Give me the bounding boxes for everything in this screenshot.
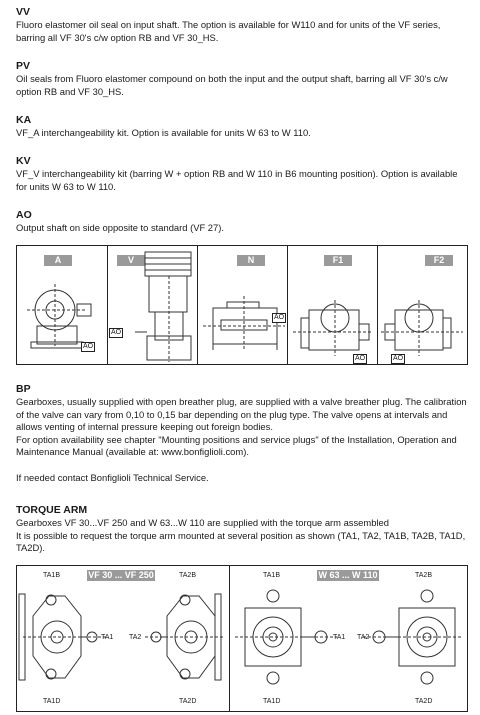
label-ta2d: TA2D [415, 698, 433, 705]
section-text: Gearboxes VF 30...VF 250 and W 63...W 110 are supplied with the torque arm assembled [16, 517, 389, 528]
label-ta2b: TA2B [179, 572, 196, 579]
ao-tag: AO [355, 355, 366, 362]
section-vv [16, 6, 468, 44]
section-kv [16, 155, 468, 193]
label-ta2d: TA2D [179, 698, 197, 705]
section-text: Fluoro elastomer oil seal on input shaft. The option is available for W110 and for units of the VF series, barring all VF 30's c/w option RB and VF 30_HS. [16, 19, 441, 43]
label-ta1d: TA1D [263, 698, 281, 705]
torque-arm-drawings [17, 566, 467, 711]
label-ta1b: TA1B [263, 572, 280, 579]
section-text: Oil seals from Fluoro elastomer compound on both the input and the output shaft, barring all VF 30's c/w option RB and VF 30_HS. [16, 73, 448, 97]
section-torque-arm [16, 504, 468, 555]
panel-a [17, 246, 107, 364]
section-text: Gearboxes, usually supplied with open breather plug, are supplied with a valve breather plug. The calibration of the valve can vary from 0,10 to 0,15 bar depending on the plug type. The valve opens at intervals and allows venting of internal pressure keeping out foreign bodies. [16, 396, 467, 433]
section-text: Output shaft on side opposite to standard (VF 27). [16, 222, 224, 233]
section-text: It is possible to request the torque arm mounted at several position as shown (TA1, TA2, TA1B, TA2B, TA1D, TA2D). [16, 529, 466, 554]
panel-f1 [287, 246, 377, 364]
panel-badge: F2 [425, 255, 453, 266]
ao-tag: AO [111, 329, 122, 336]
section-text: If needed contact Bonfiglioli Technical Service. [16, 471, 209, 483]
section-pv [16, 60, 468, 98]
panel-v [107, 246, 197, 364]
section-ka [16, 114, 468, 140]
section-ao [16, 209, 468, 235]
gearbox-drawing-n [197, 246, 287, 364]
panel-f2 [377, 246, 467, 364]
panel-badge: F1 [324, 255, 352, 266]
section-text: VF_V interchangeability kit (barring W + option RB and W 110 in B6 mounting position). Option is available for units W 63 to W 110. [16, 168, 458, 192]
section-title: VV [16, 6, 31, 18]
label-ta1: TA1 [101, 634, 114, 641]
section-title: AO [16, 209, 32, 221]
section-text: For option availability see chapter "Mounting positions and service plugs" of the Installation, Operation and Maintenance Manual (available at: www.bonfiglioli.com). [16, 433, 457, 458]
panel-n [197, 246, 287, 364]
gearbox-drawing-f1 [287, 246, 377, 364]
label-ta2: TA2 [357, 634, 370, 641]
label-ta2b: TA2B [415, 572, 432, 579]
mounting-figure [16, 245, 468, 365]
section-title: BP [16, 383, 31, 395]
torque-arm-figure [16, 565, 468, 712]
ao-tag: AO [393, 355, 404, 362]
section-title: PV [16, 60, 31, 72]
panel-badge: V [117, 255, 145, 266]
ao-tag: AO [83, 343, 94, 350]
panel-badge: A [44, 255, 72, 266]
label-ta1d: TA1D [43, 698, 61, 705]
section-text: VF_A interchangeability kit. Option is available for units W 63 to W 110. [16, 127, 311, 138]
section-title: TORQUE ARM [16, 504, 88, 516]
label-ta1: TA1 [333, 634, 346, 641]
section-title: KV [16, 155, 31, 167]
panel-badge: N [237, 255, 265, 266]
series-badge-left: VF 30 ... VF 250 [88, 570, 154, 580]
section-bp [16, 383, 468, 485]
label-ta1b: TA1B [43, 572, 60, 579]
ao-tag: AO [274, 314, 285, 321]
label-ta2: TA2 [129, 634, 142, 641]
gearbox-drawing-f2 [377, 246, 467, 364]
gearbox-drawing-v [107, 246, 197, 364]
section-title: KA [16, 114, 32, 126]
series-badge-right: W 63 ... W 110 [318, 570, 378, 580]
